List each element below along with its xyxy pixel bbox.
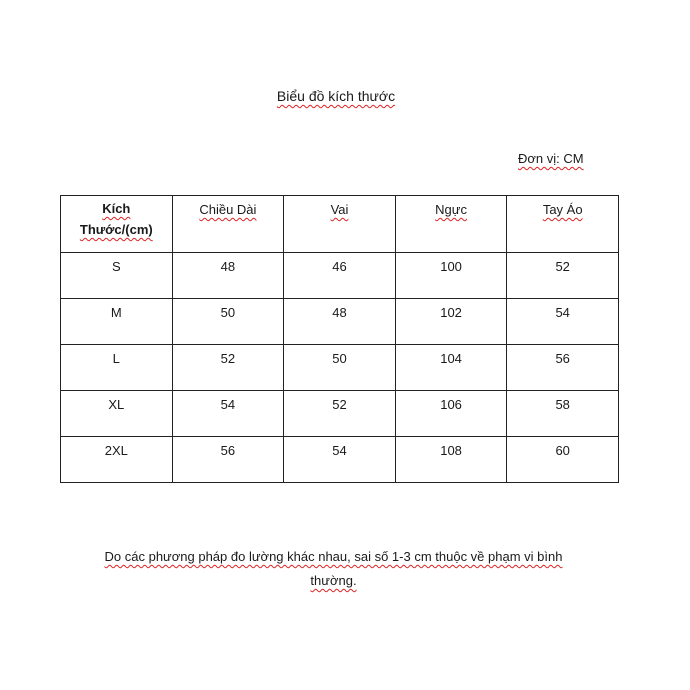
table-cell-size: XL — [61, 391, 173, 437]
table-cell: 50 — [172, 299, 284, 345]
table-cell: 50 — [284, 345, 396, 391]
size-table — [60, 195, 619, 483]
table-cell: 106 — [395, 391, 507, 437]
table-cell: 54 — [172, 391, 284, 437]
unit-label: Đơn vị: CM — [518, 151, 584, 166]
table-cell: 48 — [172, 253, 284, 299]
table-cell-size: M — [61, 299, 173, 345]
measurement-note: Do các phương pháp đo lường khác nhau, sai số 1-3 cm thuộc về phạm vi bình thường. — [104, 549, 563, 588]
table-cell: 52 — [507, 253, 619, 299]
table-cell-size: L — [61, 345, 173, 391]
table-row — [61, 391, 619, 437]
page-title: Biểu đồ kích thước — [276, 88, 396, 104]
table-cell-size: 2XL — [61, 437, 173, 483]
table-cell: 100 — [395, 253, 507, 299]
table-cell: 52 — [284, 391, 396, 437]
table-cell: 56 — [172, 437, 284, 483]
table-row — [61, 299, 619, 345]
table-cell: 60 — [507, 437, 619, 483]
column-header-chest: Ngực — [395, 196, 507, 253]
table-cell: 46 — [284, 253, 396, 299]
table-cell: 104 — [395, 345, 507, 391]
column-header-sleeve: Tay Áo — [507, 196, 619, 253]
column-header-shoulder: Vai — [284, 196, 396, 253]
column-header-size: Kích Thước/(cm) — [61, 196, 173, 253]
table-cell: 102 — [395, 299, 507, 345]
table-header-row — [61, 196, 619, 253]
table-cell: 58 — [507, 391, 619, 437]
table-cell: 52 — [172, 345, 284, 391]
table-row — [61, 345, 619, 391]
table-cell: 56 — [507, 345, 619, 391]
table-cell: 54 — [284, 437, 396, 483]
table-cell-size: S — [61, 253, 173, 299]
table-cell: 108 — [395, 437, 507, 483]
table-cell: 48 — [284, 299, 396, 345]
table-row — [61, 253, 619, 299]
table-row — [61, 437, 619, 483]
column-header-length: Chiều Dài — [172, 196, 284, 253]
table-cell: 54 — [507, 299, 619, 345]
